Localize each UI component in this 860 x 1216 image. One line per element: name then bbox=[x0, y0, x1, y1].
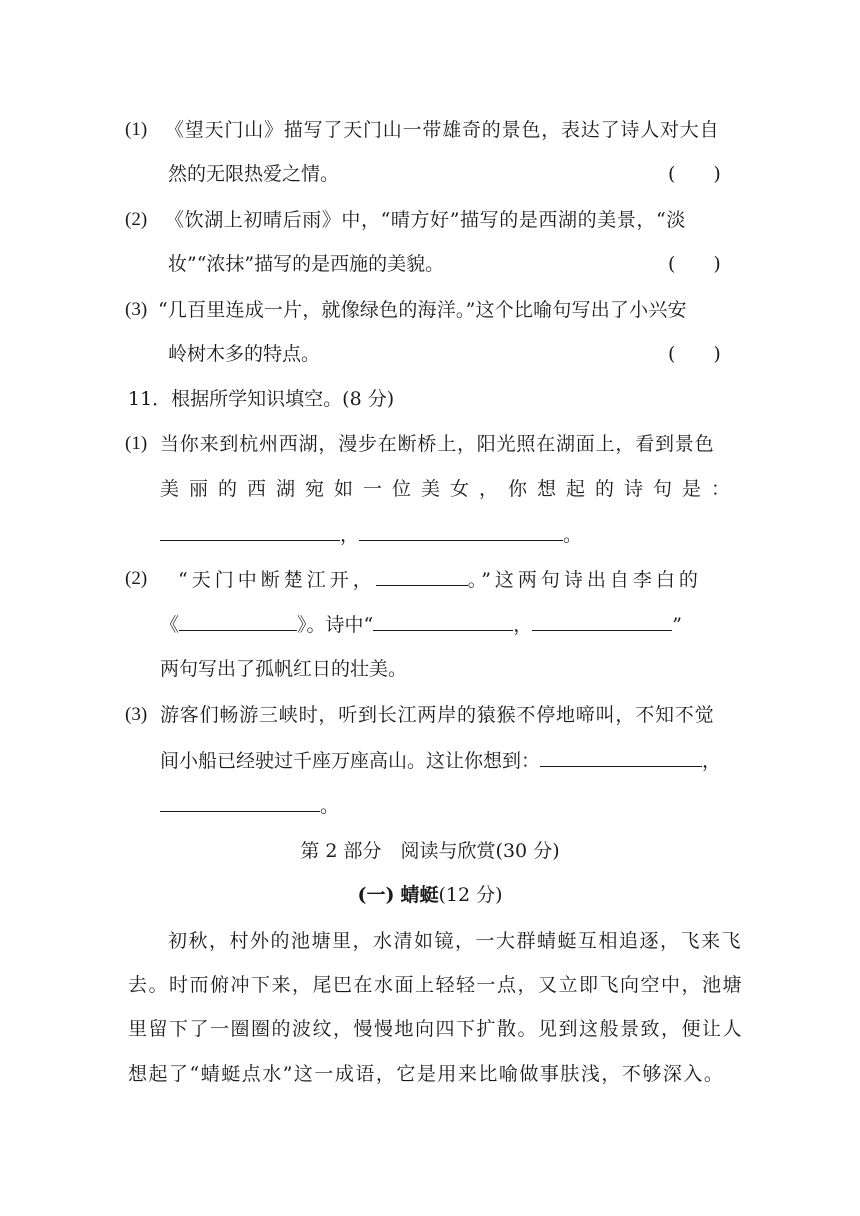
item-text-tail: 。”这两句诗出自李白的 bbox=[467, 569, 702, 591]
answer-blank[interactable] bbox=[160, 521, 340, 541]
section-score: (12 分) bbox=[438, 884, 503, 906]
section-title bbox=[0, 882, 860, 908]
item-number: (2) bbox=[125, 209, 148, 230]
item-number: (1) bbox=[125, 119, 148, 140]
item-text: 美丽的西湖宛如一位美女，你想起的诗句是： bbox=[160, 478, 741, 500]
fill-line bbox=[160, 792, 339, 819]
item-text bbox=[178, 566, 702, 593]
item-text: “几百里连成一片，就像绿色的海洋。”这个比喻句写出了小兴安 bbox=[158, 299, 687, 321]
answer-parentheses: ( ) bbox=[668, 163, 721, 185]
passage-line: 初秋，村外的池塘里，水清如镜，一大群蜻蜓互相追逐，飞来飞 bbox=[168, 930, 743, 952]
book-mark-open: 《 bbox=[160, 614, 180, 636]
item-text: 当你来到杭州西湖，漫步在断桥上，阳光照在湖面上，看到景色 bbox=[160, 433, 715, 455]
book-mark-close: 》 bbox=[297, 614, 307, 636]
answer-blank[interactable] bbox=[359, 521, 563, 541]
answer-blank[interactable] bbox=[179, 611, 297, 631]
comma: ， bbox=[702, 750, 722, 772]
answer-parentheses: ( ) bbox=[668, 343, 721, 365]
comma: ， bbox=[340, 524, 360, 546]
answer-parentheses: ( ) bbox=[668, 253, 721, 275]
close-quote: ” bbox=[672, 614, 682, 636]
period: 。 bbox=[320, 795, 340, 817]
item-text: 。诗中“ bbox=[306, 614, 374, 636]
passage-line: 里留下了一圈圈的波纹，慢慢地向四下扩散。见到这般景致，便让人 bbox=[128, 1018, 744, 1040]
item-text: 《饮湖上初晴后雨》中，“晴方好”描写的是西湖的美景，“淡 bbox=[165, 209, 686, 231]
answer-blank[interactable] bbox=[160, 792, 320, 812]
fill-line bbox=[160, 521, 582, 548]
answer-blank[interactable] bbox=[373, 611, 513, 631]
item-number: (2) bbox=[125, 568, 148, 589]
question-heading: 11．根据所学知识填空。(8 分) bbox=[128, 388, 395, 410]
item-text: 然的无限热爱之情。 bbox=[168, 163, 340, 185]
period: 。 bbox=[563, 524, 583, 546]
item-text: 《望天门山》描写了天门山一带雄奇的景色，表达了诗人对大自 bbox=[165, 119, 720, 141]
item-text: 游客们畅游三峡时，听到长江两岸的猿猴不停地啼叫，不知不觉 bbox=[160, 704, 715, 726]
passage-line: 去。时而俯冲下来，尾巴在水面上轻轻一点，又立即飞向空中，池塘 bbox=[128, 974, 744, 996]
item-text: 两句写出了孤帆红日的壮美。 bbox=[160, 658, 408, 680]
item-text: 岭树木多的特点。 bbox=[168, 343, 321, 365]
section-prefix: (一) bbox=[357, 884, 395, 906]
part-title: 第 2 部分 阅读与欣赏(30 分) bbox=[300, 840, 560, 862]
answer-blank[interactable] bbox=[532, 611, 672, 631]
answer-blank[interactable] bbox=[540, 747, 702, 767]
answer-blank[interactable] bbox=[376, 566, 468, 586]
comma: ， bbox=[513, 614, 533, 636]
fill-line bbox=[160, 611, 682, 638]
section-name: 蜻蜓 bbox=[400, 884, 439, 906]
item-text: 间小船已经驶过千座万座高山。这让你想到： bbox=[160, 750, 541, 772]
item-number: (3) bbox=[125, 299, 148, 320]
passage-line: 想起了“蜻蜓点水”这一成语，它是用来比喻做事肤浅，不够深入。 bbox=[128, 1063, 725, 1085]
poem-line: “天门中断楚江开， bbox=[178, 569, 376, 591]
item-text: 妆”“浓抹”描写的是西施的美貌。 bbox=[168, 253, 445, 275]
fill-line bbox=[160, 747, 721, 774]
item-number: (1) bbox=[125, 433, 148, 454]
item-number: (3) bbox=[125, 704, 148, 725]
